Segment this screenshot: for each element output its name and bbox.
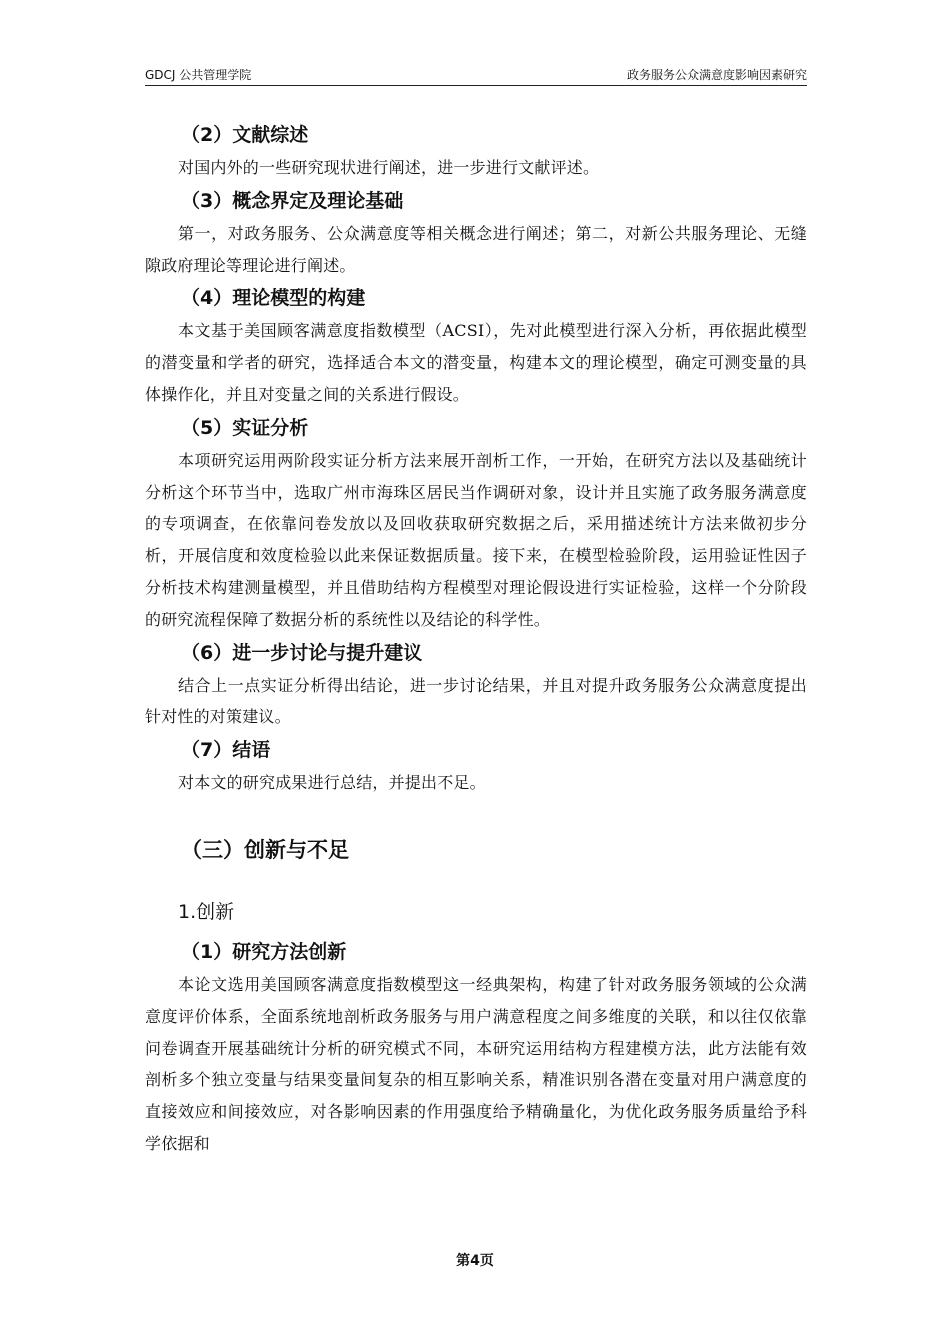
paragraph-literature: 对国内外的一些研究现状进行阐述，进一步进行文献评述。 <box>178 158 600 177</box>
section-heading-conclusion: （7）结语 <box>181 739 271 762</box>
section-heading-model: （4）理论模型的构建 <box>181 287 366 310</box>
paragraph-method-innovation: 本论文选用美国顾客满意度指数模型这一经典架构，构建了针对政务服务领域的公众满意度评价体系，全面系统地剖析政务服务与用户满意程度之间多维度的关联，和以往仅依靠问卷调查开展基础统计分析的研究模式不同，本研究运用结构方程建模方法，此方法能有效剖析多个独立变量与结果变量间复杂的相互影响关系，精准识别各潜在变量对用户满意度的直接效应和间接效应，对各影响因素的作用强度给予精确量化，为优化政务服务质量给予科学依据和 <box>145 974 807 1153</box>
section-heading-method-innovation: （1）研究方法创新 <box>181 940 347 963</box>
page-number: 第4页 <box>456 1253 494 1269</box>
page-header <box>145 67 807 86</box>
subheading-innovation: 1.创新 <box>178 900 235 923</box>
section-heading-concepts: （3）概念界定及理论基础 <box>181 189 404 212</box>
paragraph-conclusion: 对本文的研究成果进行总结，并提出不足。 <box>178 773 486 793</box>
header-thesis-title: 政务服务公众满意度影响因素研究 <box>626 68 807 82</box>
header-institution: GDCJ 公共管理学院 <box>145 68 252 82</box>
section-heading-literature: （2）文献综述 <box>181 124 309 146</box>
document-body <box>145 118 807 1160</box>
paragraph-concepts: 第一，对政务服务、公众满意度等相关概念进行阐述；第二，对新公共服务理论、无缝隙政府理论等理论进行阐述。 <box>145 223 807 275</box>
paragraph-empirical: 本项研究运用两阶段实证分析方法来展开剖析工作，一开始，在研究方法以及基础统计分析这个环节当中，选取广州市海珠区居民当作调研对象，设计并且实施了政务服务满意度的专项调查，在依靠问卷发放以及回收获取研究数据之后，采用描述统计方法来做初步分析，开展信度和效度检验以此来保证数据质量。接下来，在模型检验阶段，运用验证性因子分析技术构建测量模型，并且借助结构方程模型对理论假设进行实证检验，这样一个分阶段的研究流程保障了数据分析的系统性以及结论的科学性。 <box>145 450 807 629</box>
paragraph-model: 本文基于美国顾客满意度指数模型（ACSI），先对此模型进行深入分析，再依据此模型的潜变量和学者的研究，选择适合本文的潜变量，构建本文的理论模型，确定可测变量的具体操作化，并且对变量之间的关系进行假设。 <box>145 321 807 404</box>
paragraph-discussion: 结合上一点实证分析得出结论，进一步讨论结果，并且对提升政务服务公众满意度提出针对性的对策建议。 <box>145 675 807 727</box>
chapter-heading-innovation: （三）创新与不足 <box>181 837 349 862</box>
section-heading-empirical: （5）实证分析 <box>181 416 309 439</box>
section-heading-discussion: （6）进一步讨论与提升建议 <box>181 641 423 664</box>
